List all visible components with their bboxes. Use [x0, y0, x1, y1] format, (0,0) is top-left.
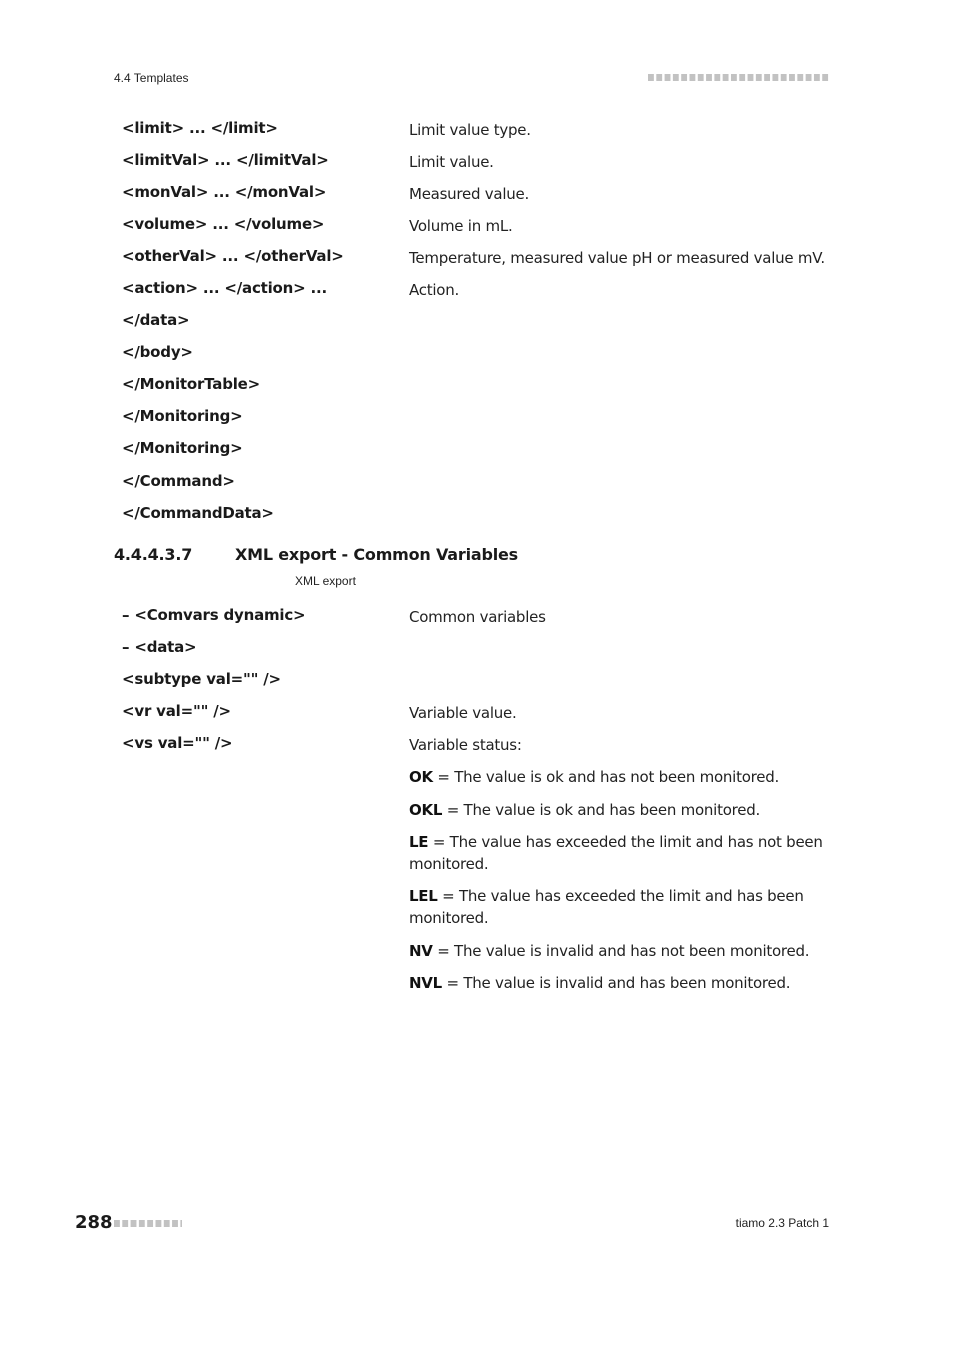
header-section-title: 4.4 Templates	[114, 71, 189, 85]
status-item	[409, 885, 829, 929]
tag-description: Common variables	[409, 608, 546, 626]
xml-tag-term: <volume> ... </volume>	[122, 215, 325, 233]
xml-tag-term: </Monitoring>	[122, 407, 243, 425]
xml-tag-term: </CommandData>	[122, 504, 274, 522]
xml-tag-term: </MonitorTable>	[122, 375, 261, 393]
xml-tag-term: <vs val="" />	[122, 734, 233, 752]
xml-tag-term: </Monitoring>	[122, 439, 243, 457]
xml-tag-term: <monVal> ... </monVal>	[122, 183, 327, 201]
status-code: LEL	[409, 887, 438, 905]
status-item	[409, 766, 829, 788]
tag-description: Temperature, measured value pH or measured value mV.	[409, 249, 825, 267]
status-item	[409, 940, 829, 962]
tag-description: Measured value.	[409, 185, 530, 203]
status-explanation: = The value is invalid and has not been monitored.	[432, 942, 810, 960]
status-explanation: = The value has exceeded the limit and has not been monitored.	[409, 833, 823, 873]
section-number: 4.4.4.3.7	[114, 545, 193, 564]
page-number: 288	[75, 1212, 113, 1233]
status-item	[409, 831, 829, 875]
footer-product-name: tiamo 2.3 Patch 1	[735, 1216, 829, 1230]
section-subtitle: XML export	[295, 574, 356, 588]
status-item	[409, 799, 829, 821]
tag-description: Limit value type.	[409, 121, 531, 139]
status-code: OKL	[409, 801, 443, 819]
xml-tag-term: <otherVal> ... </otherVal>	[122, 247, 344, 265]
status-code: NVL	[409, 974, 442, 992]
section-title: XML export - Common Variables	[235, 545, 518, 564]
tag-description: Limit value.	[409, 153, 494, 171]
header-decoration-squares	[648, 74, 829, 82]
tag-description: Variable value.	[409, 704, 517, 722]
xml-tag-term: – <data>	[122, 638, 197, 656]
xml-tag-term: <action> ... </action> ...	[122, 279, 328, 297]
tag-description: Action.	[409, 281, 459, 299]
xml-tag-term: <limit> ... </limit>	[122, 119, 278, 137]
status-explanation: = The value has exceeded the limit and has been monitored.	[409, 887, 804, 927]
tag-description: Volume in mL.	[409, 217, 513, 235]
status-code: LE	[409, 833, 429, 851]
xml-tag-term: </body>	[122, 343, 193, 361]
tag-description: Variable status:	[409, 736, 522, 754]
xml-tag-term: </Command>	[122, 472, 235, 490]
xml-tag-term: – <Comvars dynamic>	[122, 606, 306, 624]
status-explanation: = The value is ok and has been monitored.	[442, 801, 760, 819]
status-explanation: = The value is ok and has not been monitored.	[432, 768, 780, 786]
xml-tag-term: <vr val="" />	[122, 702, 231, 720]
status-explanation: = The value is invalid and has been monitored.	[441, 974, 791, 992]
xml-tag-term: </data>	[122, 311, 190, 329]
status-code: OK	[409, 768, 433, 786]
xml-tag-term: <subtype val="" />	[122, 670, 281, 688]
footer-decoration-squares	[114, 1220, 182, 1228]
status-item	[409, 972, 829, 994]
xml-tag-term: <limitVal> ... </limitVal>	[122, 151, 329, 169]
status-code: NV	[409, 942, 433, 960]
